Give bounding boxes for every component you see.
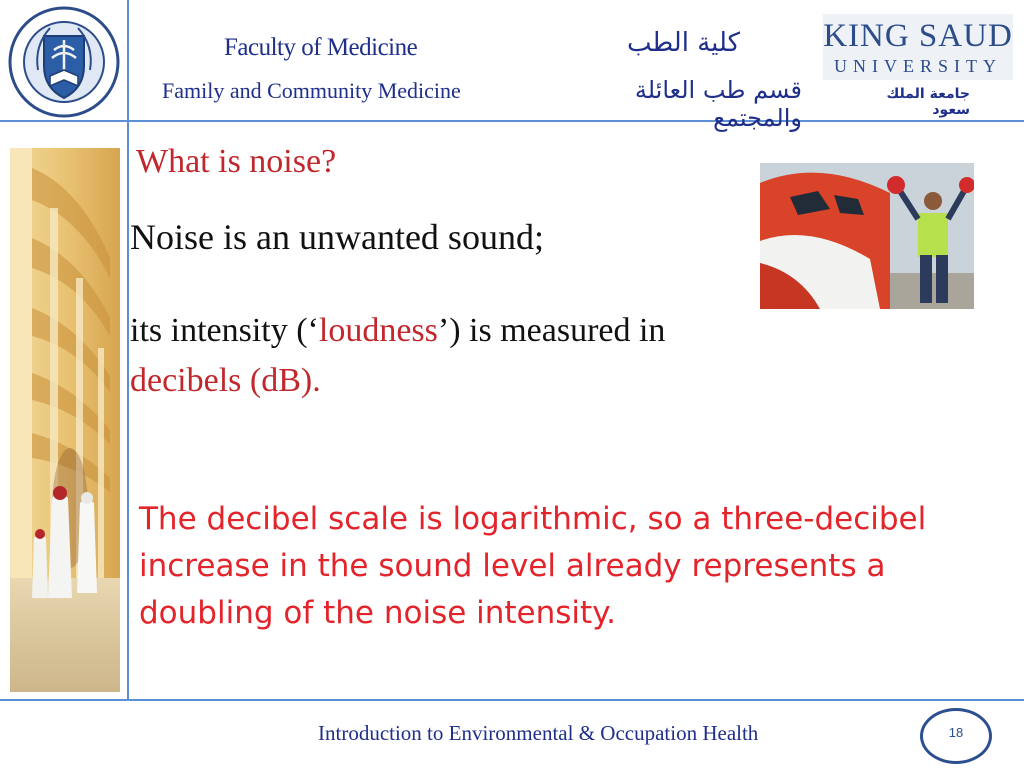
department-title-ar: قسم طب العائلة والمجتمع xyxy=(634,76,802,132)
department-title-en: Family and Community Medicine xyxy=(162,78,461,103)
university-name-ar: جامعة الملك سعود xyxy=(886,86,970,118)
slide-title: What is noise? xyxy=(136,143,337,180)
courtyard-photo xyxy=(10,148,120,692)
intensity-text xyxy=(130,312,665,350)
loudness-highlight: loudness xyxy=(318,312,438,349)
page-number: 18 xyxy=(948,725,964,740)
intensity-suffix: ’) is measured in xyxy=(437,312,666,349)
university-logo-line2: UNIVERSITY xyxy=(834,56,1002,76)
course-title: Introduction to Environmental & Occupation Health xyxy=(318,721,759,745)
header-divider xyxy=(0,120,1024,122)
faculty-title-ar: كلية الطب xyxy=(626,28,740,58)
noise-definition: Noise is an unwanted sound; xyxy=(130,217,544,257)
faculty-title-en: Faculty of Medicine xyxy=(224,34,418,61)
footer-divider xyxy=(0,699,1024,701)
page-number-badge xyxy=(920,708,992,764)
university-logo xyxy=(823,14,1013,80)
left-divider xyxy=(127,0,129,700)
airplane-marshal-photo xyxy=(760,163,974,309)
intensity-prefix: its intensity (‘ xyxy=(130,312,319,349)
university-seal-icon xyxy=(8,6,120,118)
decibel-callout: The decibel scale is logarithmic, so a three-decibel increase in the sound level already represents a doubling of the noise intensity. xyxy=(139,501,927,631)
unit-text: decibels (dB). xyxy=(130,362,321,399)
university-logo-line1: KING SAUD xyxy=(823,18,1013,54)
